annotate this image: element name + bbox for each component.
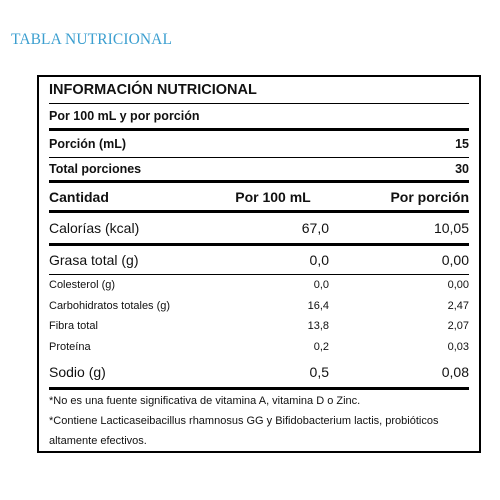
nutrient-row-cholesterol: [49, 274, 469, 296]
nutrient-perportion: 0,00: [441, 252, 469, 268]
nutrient-per100: 16,4: [307, 299, 329, 312]
nutrient-label: Carbohidratos totales (g): [49, 299, 171, 312]
column-header-quantity: Cantidad: [49, 188, 109, 205]
column-header-perportion: Por porción: [390, 188, 469, 205]
nutrient-per100: 0,0: [309, 252, 329, 268]
portion-value: 15: [455, 137, 469, 151]
nutrient-row-fiber: [49, 316, 469, 337]
panel-title: INFORMACIÓN NUTRICIONAL: [49, 82, 257, 98]
nutrient-per100: 0,2: [313, 340, 329, 353]
nutrient-perportion: 2,07: [447, 320, 469, 333]
nutrient-per100: 0,5: [309, 364, 329, 380]
portion-row: [49, 128, 469, 157]
nutrient-row-protein: [49, 337, 469, 358]
total-portions-row: [49, 157, 469, 180]
footnote: *No es una fuente significativa de vitamina A, vitamina D o Zinc.: [49, 395, 361, 407]
total-portions-value: 30: [455, 162, 469, 176]
nutrient-perportion: 0,00: [447, 279, 469, 292]
portion-label: Porción (mL): [49, 137, 127, 151]
nutrient-per100: 0,0: [313, 279, 329, 292]
nutrient-label: Proteína: [49, 340, 91, 353]
panel-title-row: [49, 77, 469, 103]
nutrient-perportion: 0,08: [441, 364, 469, 380]
nutrient-perportion: 10,05: [433, 220, 469, 236]
section-title: TABLA NUTRICIONAL: [11, 31, 173, 48]
nutrient-label: Fibra total: [49, 320, 98, 333]
column-header-row: [49, 180, 469, 210]
panel-subtitle: Por 100 mL y por porción: [49, 109, 200, 123]
nutrient-label: Grasa total (g): [49, 252, 139, 268]
nutrient-perportion: 0,03: [447, 340, 469, 353]
column-header-per100: Por 100 mL: [235, 188, 311, 205]
nutrient-label: Calorías (kcal): [49, 220, 140, 236]
nutrient-label: Sodio (g): [49, 364, 106, 380]
nutrient-per100: 67,0: [301, 220, 329, 236]
nutrient-row-carbohydrates: [49, 296, 469, 317]
nutrient-row-sodium: [49, 357, 469, 387]
panel-subtitle-row: [49, 103, 469, 128]
footnotes: [49, 387, 469, 451]
nutrient-row-fat: [49, 243, 469, 274]
nutrient-label: Colesterol (g): [49, 279, 116, 292]
footnote: *Contiene Lacticaseibacillus rhamnosus GG y Bifidobacterium lactis, probióticos altamente efectivos.: [49, 415, 439, 447]
nutrition-facts-panel: [37, 75, 481, 453]
nutrient-row-calories: [49, 210, 469, 243]
nutrient-per100: 13,8: [307, 320, 329, 333]
total-portions-label: Total porciones: [49, 162, 142, 176]
nutrient-perportion: 2,47: [447, 299, 469, 312]
